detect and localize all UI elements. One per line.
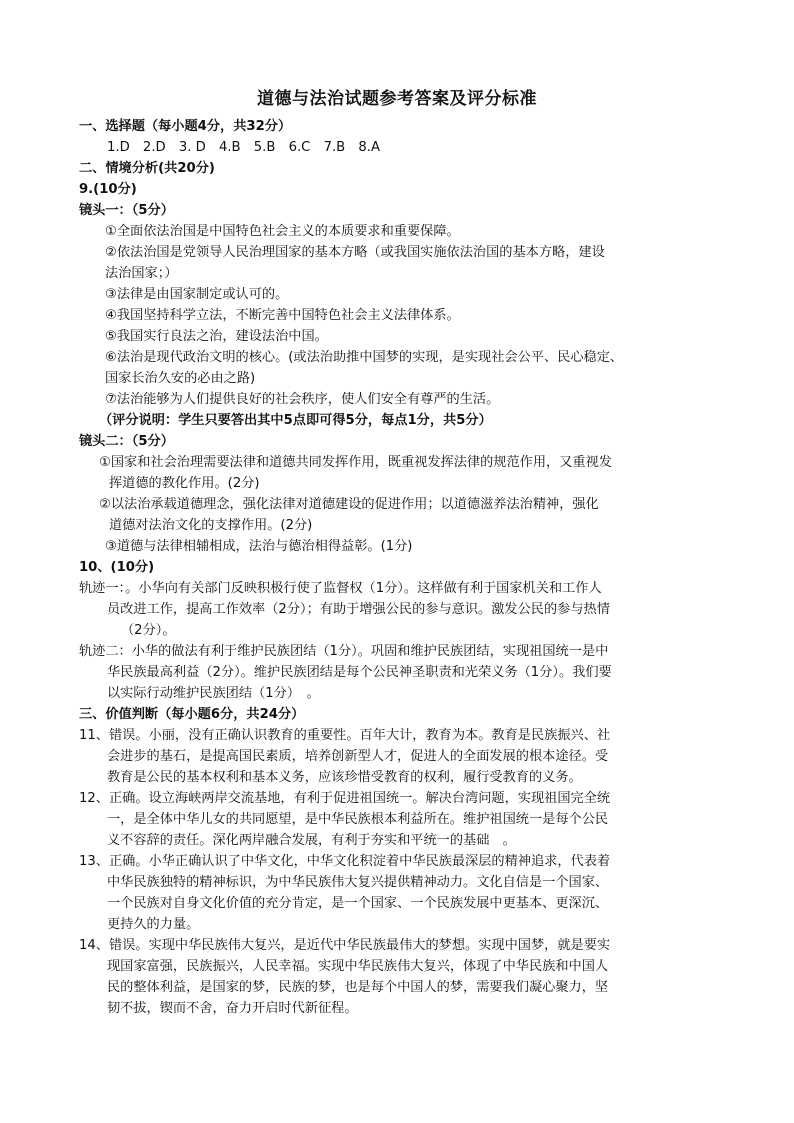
question-10-heading: 10、(10分) bbox=[79, 560, 155, 575]
answer-line: 一个民族对自身文化价值的充分肯定，是一个国家、一个民族发展中更基本、更深沉、 bbox=[107, 896, 609, 911]
question-9-heading: 9.(10分) bbox=[79, 182, 137, 197]
answer-line: 以实际行动维护民族团结（1分） 。 bbox=[107, 686, 320, 701]
scene-one-heading: 镜头一：（5分） bbox=[79, 203, 174, 218]
answer-line: ⑦法治能够为人们提供良好的社会秩序，使人们安全有尊严的生活。 bbox=[105, 392, 500, 407]
answer-line: 挥道德的教化作用。(2分) bbox=[109, 476, 260, 491]
answer-line: ⑥法治是现代政治文明的核心。(或法治助推中国梦的实现，是实现社会公平、民心稳定、 bbox=[105, 350, 624, 365]
answer-line: 13、正确。小华正确认识了中华文化，中华文化积淀着中华民族最深层的精神追求，代表着 bbox=[79, 854, 611, 869]
answer-line: ③道德与法律相辅相成，法治与德治相得益彰。(1分) bbox=[105, 539, 413, 554]
scoring-note: （评分说明：学生只要答出其中5点即可得5分，每点1分，共5分） bbox=[99, 413, 492, 428]
answer-line: 一，是全体中华儿女的共同愿望，是中华民族根本利益所在。维护祖国统一是每个公民 bbox=[107, 812, 609, 827]
answer-line: ①全面依法治国是中国特色社会主义的本质要求和重要保障。 bbox=[105, 224, 460, 239]
answer-line: 民的整体利益，是国家的梦，民族的梦，也是每个中国人的梦，需要我们凝心聚力，坚 bbox=[107, 980, 609, 995]
answer-line: 11、错误。小丽，没有正确认识教育的重要性。百年大计，教育为本。教育是民族振兴、社 bbox=[79, 728, 611, 743]
answer-line: 更持久的力量。 bbox=[107, 917, 200, 932]
answer-line: ③法律是由国家制定或认可的。 bbox=[105, 287, 289, 302]
section-heading-situation: 二、情境分析(共20分) bbox=[79, 161, 215, 176]
answer-line: ⑤我国实行良法之治，建设法治中国。 bbox=[105, 329, 328, 344]
answer-line: 轨迹二：小华的做法有利于维护民族团结（1分）。巩固和维护民族团结，实现祖国统一是中 bbox=[79, 644, 609, 659]
section-heading-choice: 一、选择题（每小题4分，共32分） bbox=[79, 119, 292, 134]
answer-line: 中华民族独特的精神标识，为中华民族伟大复兴提供精神动力。文化自信是一个国家、 bbox=[107, 875, 609, 890]
answer-line: 14、错误。实现中华民族伟大复兴，是近代中华民族最伟大的梦想。实现中国梦，就是要实 bbox=[79, 938, 611, 953]
page-title: 道德与法治试题参考答案及评分标准 bbox=[257, 89, 537, 109]
choice-answers: 1.D 2.D 3. D 4.B 5.B 6.C 7.B 8.A bbox=[107, 140, 380, 155]
answer-line: 韧不拔，锲而不舍，奋力开启时代新征程。 bbox=[107, 1001, 358, 1016]
answer-line: 会进步的基石，是提高国民素质，培养创新型人才，促进人的全面发展的根本途径。受 bbox=[107, 749, 609, 764]
answer-line: 教育是公民的基本权利和基本义务，应该珍惜受教育的权利，履行受教育的义务。 bbox=[107, 770, 582, 785]
answer-line: 国家长治久安的必由之路) bbox=[105, 371, 256, 386]
answer-line: ①国家和社会治理需要法律和道德共同发挥作用，既重视发挥法律的规范作用，又重视发 bbox=[99, 455, 612, 470]
answer-line: 12、正确。设立海峡两岸交流基地，有利于促进祖国统一。解决台湾问题，实现祖国完全统 bbox=[79, 791, 611, 806]
section-heading-value: 三、价值判断（每小题6分，共24分） bbox=[79, 707, 305, 722]
answer-line: ②依法治国是党领导人民治理国家的基本方略（或我国实施依法治国的基本方略，建设 bbox=[105, 245, 605, 260]
scene-two-heading: 镜头二：（5分） bbox=[79, 434, 174, 449]
answer-line: 华民族最高利益（2分）。维护民族团结是每个公民神圣职责和光荣义务（1分）。我们要 bbox=[107, 665, 612, 680]
answer-line: 法治国家；） bbox=[105, 266, 178, 281]
answer-line: （2分）。 bbox=[121, 623, 176, 638]
answer-line: 员改进工作，提高工作效率（2分）；有助于增强公民的参与意识。激发公民的参与热情 bbox=[107, 602, 610, 617]
answer-line: 轨迹一：。小华向有关部门反映积极行使了监督权（1分）。这样做有利于国家机关和工作人 bbox=[79, 581, 602, 596]
answer-line: 现国家富强，民族振兴，人民幸福。实现中华民族伟大复兴，体现了中华民族和中国人 bbox=[107, 959, 609, 974]
answer-line: ④我国坚持科学立法，不断完善中国特色社会主义法律体系。 bbox=[105, 308, 460, 323]
answer-line: 义不容辞的责任。深化两岸融合发展，有利于夯实和平统一的基础 。 bbox=[107, 833, 516, 848]
answer-line: ②以法治承载道德理念，强化法律对道德建设的促进作用；以道德滋养法治精神，强化 bbox=[99, 497, 599, 512]
answer-content bbox=[79, 116, 725, 1019]
answer-line: 道德对法治文化的支撑作用。(2分) bbox=[109, 518, 313, 533]
